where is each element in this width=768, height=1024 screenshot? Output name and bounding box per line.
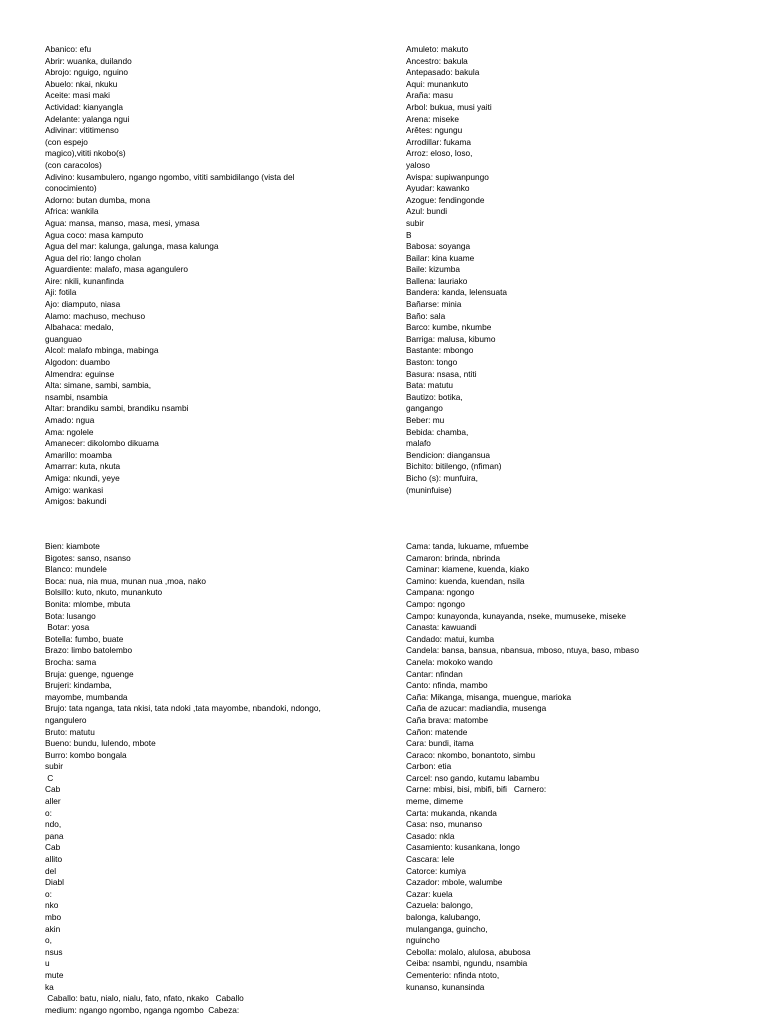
dictionary-line: conocimiento) [45, 183, 97, 194]
dictionary-line: pana [45, 830, 64, 841]
dictionary-line: Cazar: kuela [406, 888, 453, 899]
dictionary-line: Abrir: wuanka, duilando [45, 55, 132, 66]
dictionary-line: Botar: yosa [45, 622, 90, 633]
dictionary-line: Bastante: mbongo [406, 345, 474, 356]
dictionary-line: Algodon: duambo [45, 357, 111, 368]
dictionary-line: Caña: Mikanga, misanga, muengue, marioka [406, 691, 572, 702]
dictionary-line: balonga, kalubango, [406, 912, 481, 922]
dictionary-line: Caña de azucar: madiandia, musenga [406, 703, 547, 714]
dictionary-line: malafo [406, 438, 431, 449]
dictionary-line: Basura: nsasa, ntiti [406, 368, 477, 379]
dictionary-line: Barco: kumbe, nkumbe [406, 322, 492, 333]
dictionary-line: aller [45, 796, 61, 807]
dictionary-line: Diabl [45, 877, 64, 888]
dictionary-line: Beber: mu [406, 415, 445, 425]
dictionary-line: Arroz: eloso, loso, [406, 148, 473, 159]
dictionary-line: Cascara: lele [406, 854, 455, 865]
dictionary-line: Burro: kombo bongala [45, 749, 127, 760]
dictionary-line: mbo [45, 912, 62, 922]
dictionary-line: Bebida: chamba, [406, 426, 469, 437]
dictionary-line: Almendra: eguinse [45, 368, 115, 379]
dictionary-line: Amarrar: kuta, nkuta [45, 461, 121, 472]
dictionary-line: Campana: ngongo [406, 587, 475, 598]
dictionary-line: Ayudar: kawanko [406, 183, 470, 194]
dictionary-line: Avispa: supiwanpungo [406, 171, 489, 182]
dictionary-line: (con espejo [45, 136, 88, 147]
dictionary-line: Bautizo: botika, [406, 391, 463, 402]
dictionary-line: Campo: kunayonda, kunayanda, nseke, mumuseke, miseke [406, 610, 626, 621]
dictionary-line: Casado: nkla [406, 830, 455, 841]
dictionary-line: Abanico: efu [45, 44, 92, 54]
dictionary-line: kunanso, kunansinda [406, 981, 485, 992]
dictionary-line: Amigo: wankasi [45, 484, 104, 495]
dictionary-line: mute [45, 969, 64, 980]
dictionary-line: Alta: simane, sambi, sambia, [45, 380, 152, 391]
dictionary-line: Bigotes: sanso, nsanso [45, 552, 131, 563]
dictionary-line: Carbon: etia [406, 761, 452, 772]
dictionary-line: Bendicion: diangansua [406, 449, 490, 460]
dictionary-line: Alamo: machuso, mechuso [45, 310, 146, 321]
dictionary-line: Baile: kizumba [406, 264, 460, 275]
dictionary-line: Carta: mukanda, nkanda [406, 807, 497, 818]
dictionary-line: Carcel: nso gando, kutamu labambu [406, 772, 540, 783]
dictionary-line: Bichito: bitilengo, (nfiman) [406, 461, 502, 472]
dictionary-line: Arena: miseke [406, 113, 460, 124]
dictionary-line: Bien: kiambote [45, 541, 100, 551]
dictionary-line: Agua: mansa, manso, masa, mesi, ymasa [45, 217, 200, 228]
dictionary-line: Canasta: kawuandi [406, 622, 477, 633]
dictionary-line: allito [45, 854, 63, 865]
dictionary-line: Bota: lusango [45, 610, 96, 621]
dictionary-line: Baño: sala [406, 310, 446, 321]
dictionary-line: Casamiento: kusankana, longo [406, 842, 520, 853]
dictionary-line: Cazuela: balongo, [406, 900, 473, 911]
column-bottom-right [406, 541, 751, 992]
dictionary-line: nko [45, 900, 59, 911]
dictionary-line: subir [406, 217, 424, 228]
dictionary-line: Amiga: nkundi, yeye [45, 472, 120, 483]
dictionary-line: Arbol: bukua, musi yaiti [406, 101, 492, 112]
dictionary-line: Camaron: brinda, nbrinda [406, 552, 501, 563]
dictionary-line: ka [45, 981, 54, 992]
dictionary-line: Aqui: munankuto [406, 78, 469, 89]
dictionary-line: (muninfuise) [406, 484, 452, 495]
dictionary-line: Carne: mbisi, bisi, mbifi, bifi Carnero: [406, 784, 547, 795]
dictionary-line: akin [45, 923, 61, 934]
dictionary-line: Baston: tongo [406, 357, 458, 368]
dictionary-line: medium: ngango ngombo, nganga ngombo Cabeza: [45, 1004, 240, 1015]
dictionary-line: Abuelo: nkai, nkuku [45, 78, 118, 89]
dictionary-line: Azogue: fendingonde [406, 194, 485, 205]
dictionary-line: nsus [45, 946, 63, 957]
dictionary-line: Adivino: kusambulero, ngango ngombo, vititi sambidilango (vista del [45, 171, 295, 182]
dictionary-line: Bicho (s): munfuira, [406, 472, 478, 483]
dictionary-line: yaloso [406, 159, 430, 170]
dictionary-line: Candado: matui, kumba [406, 633, 495, 644]
dictionary-line: Brujeri: kindamba, [45, 680, 112, 691]
dictionary-line: Cama: tanda, lukuame, mfuembe [406, 541, 529, 551]
dictionary-line: Actividad: kianyangla [45, 101, 123, 112]
dictionary-line: Agua coco: masa kamputo [45, 229, 144, 240]
dictionary-line: Canela: mokoko wando [406, 656, 493, 667]
dictionary-line: Blanco: mundele [45, 564, 107, 575]
dictionary-line: Bailar: kina kuame [406, 252, 475, 263]
dictionary-line: gangango [406, 403, 443, 414]
dictionary-line: Cazador: mbole, walumbe [406, 877, 503, 888]
dictionary-line: Brujo: tata nganga, tata nkisi, tata ndoki ,tata mayombe, nbandoki, ndongo, [45, 703, 321, 714]
dictionary-line: Bueno: bundu, lulendo, mbote [45, 738, 156, 749]
dictionary-line: Ajo: diamputo, niasa [45, 299, 121, 310]
dictionary-line: del [45, 865, 57, 876]
dictionary-line: nsambi, nsambia [45, 391, 108, 402]
dictionary-line: Amuleto: makuto [406, 44, 469, 54]
dictionary-line: Cab [45, 784, 61, 795]
dictionary-line: Altar: brandiku sambi, brandiku nsambi [45, 403, 189, 414]
dictionary-line: (con caracolos) [45, 159, 102, 170]
dictionary-line: Albahaca: medalo, [45, 322, 114, 333]
dictionary-line: Aji: fotila [45, 287, 77, 298]
dictionary-line: C [45, 772, 54, 783]
dictionary-line: Bañarse: minia [406, 299, 462, 310]
dictionary-line: magico),vititi nkobo(s) [45, 148, 126, 159]
dictionary-line: mulanganga, guincho, [406, 923, 488, 934]
dictionary-line: Alcol: malafo mbinga, mabinga [45, 345, 159, 356]
dictionary-line: Bruto: matutu [45, 726, 95, 737]
dictionary-line: nguincho [406, 935, 440, 946]
dictionary-line: u [45, 958, 50, 969]
dictionary-line: Adorno: butan dumba, mona [45, 194, 151, 205]
dictionary-line: Cab [45, 842, 61, 853]
dictionary-line: Cantar: nfindan [406, 668, 463, 679]
dictionary-line: Babosa: soyanga [406, 241, 471, 252]
dictionary-line: Caraco: nkombo, bonantoto, simbu [406, 749, 536, 760]
dictionary-line: Abrojo: nguigo, nguino [45, 67, 129, 78]
dictionary-line: Cebolla: molalo, alulosa, abubosa [406, 946, 531, 957]
dictionary-line: Aceite: masi maki [45, 90, 111, 101]
dictionary-line: Cañon: matende [406, 726, 468, 737]
dictionary-line: Caminar: kiamene, kuenda, kiako [406, 564, 530, 575]
dictionary-line: Catorce: kumiya [406, 865, 466, 876]
dictionary-line: B [406, 229, 412, 240]
dictionary-line: Bandera: kanda, lelensuata [406, 287, 508, 298]
dictionary-line: Antepasado: bakula [406, 67, 480, 78]
dictionary-line: Agua del mar: kalunga, galunga, masa kalunga [45, 241, 219, 252]
dictionary-line: Campo: ngongo [406, 598, 466, 609]
dictionary-line: Caña brava: matombe [406, 714, 489, 725]
dictionary-line: Botella: fumbo, buate [45, 633, 124, 644]
dictionary-line: Amado: ngua [45, 415, 95, 425]
dictionary-line: o: [45, 807, 52, 818]
dictionary-line: Bonita: mlombe, mbuta [45, 598, 131, 609]
dictionary-line: o: [45, 888, 52, 899]
dictionary-line: Caballo: batu, nialo, nialu, fato, nfato, nkako Caballo [45, 993, 244, 1004]
dictionary-line: ndo, [45, 819, 62, 830]
dictionary-line: Ama: ngolele [45, 426, 94, 437]
dictionary-line: ngangulero [45, 714, 87, 725]
dictionary-line: Brocha: sama [45, 656, 97, 667]
dictionary-line: Amigos: bakundi [45, 496, 107, 507]
dictionary-line: Canto: nfinda, mambo [406, 680, 488, 691]
dictionary-line: guanguao [45, 333, 82, 344]
dictionary-line: Africa: wankila [45, 206, 99, 217]
column-top-left [45, 44, 375, 507]
dictionary-line: Bata: matutu [406, 380, 454, 391]
dictionary-line: Casa: nso, munanso [406, 819, 483, 830]
dictionary-line: Bolsillo: kuto, nkuto, munankuto [45, 587, 163, 598]
dictionary-line: Amanecer: dikolombo dikuama [45, 438, 159, 449]
dictionary-line: Brazo: limbo batolembo [45, 645, 133, 656]
dictionary-line: Adivinar: vititimenso [45, 125, 119, 136]
dictionary-line: Barriga: malusa, kibumo [406, 333, 496, 344]
dictionary-line: Amarillo: moamba [45, 449, 112, 460]
dictionary-line: Ancestro: bakula [406, 55, 468, 66]
dictionary-line: Aguardiente: malafo, masa agangulero [45, 264, 188, 275]
dictionary-line: subir [45, 761, 63, 772]
dictionary-line: Arêtes: ngungu [406, 125, 463, 136]
column-top-right [406, 44, 736, 495]
dictionary-line: Ballena: lauriako [406, 275, 468, 286]
dictionary-line: Araña: masu [406, 90, 454, 101]
dictionary-line: mayombe, mumbanda [45, 691, 128, 702]
dictionary-line: meme, dimeme [406, 796, 464, 807]
dictionary-line: Adelante: yalanga ngui [45, 113, 130, 124]
dictionary-line: Bruja: guenge, nguenge [45, 668, 134, 679]
dictionary-line: Cara: bundi, itama [406, 738, 474, 749]
dictionary-line: o, [45, 935, 52, 946]
dictionary-line: Candela: bansa, bansua, nbansua, mboso, ntuya, baso, mbaso [406, 645, 639, 656]
dictionary-line: Aire: nkili, kunanfinda [45, 275, 124, 286]
dictionary-line: Arrodillar: fukama [406, 136, 472, 147]
dictionary-line: Cementerio: nfinda ntoto, [406, 969, 500, 980]
dictionary-line: Agua del rio: lango cholan [45, 252, 141, 263]
dictionary-line: Camino: kuenda, kuendan, nsila [406, 575, 525, 586]
dictionary-line: Boca: nua, nia mua, munan nua ,moa, nako [45, 575, 206, 586]
column-bottom-left [45, 541, 375, 1015]
dictionary-line: Azul: bundi [406, 206, 448, 217]
dictionary-line: Ceiba: nsambi, ngundu, nsambia [406, 958, 528, 969]
